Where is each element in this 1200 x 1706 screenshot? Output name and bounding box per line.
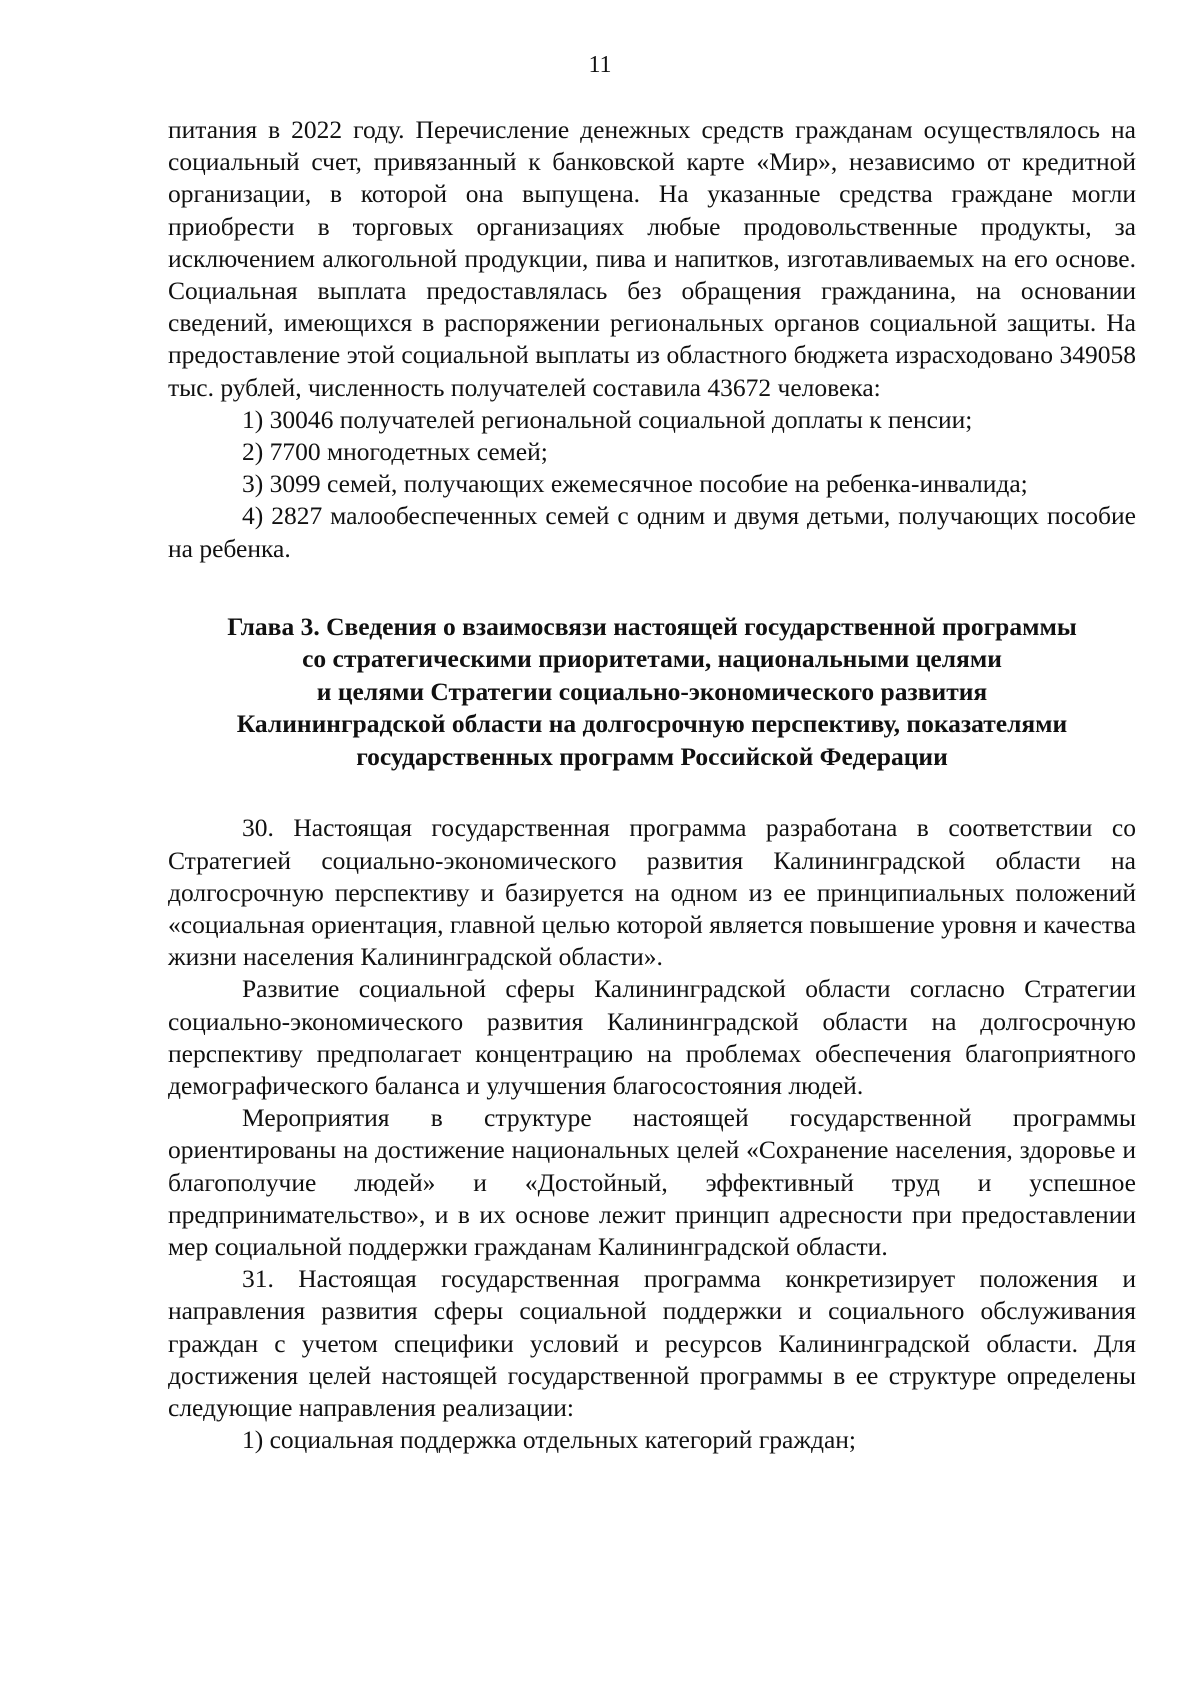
list-item-4: 4) 2827 малообеспеченных семей с одним и двумя детьми, получающих пособие на ребенка.: [168, 501, 1136, 563]
chapter-title-line-1: Глава 3. Сведения о взаимосвязи настоящей государственной программы: [227, 611, 1077, 641]
list-item-2: 2) 7700 многодетных семей;: [242, 437, 548, 467]
intro-paragraph: питания в 2022 году. Перечисление денежных средств гражданам осуществлялось на социальный счет, привязанный к банковской карте «Мир», независимо от кредитной организации, в которой она выпущена. На указанные средства граждане могли приобрести в торговых организациях любые продовольственные продукты, за исключением алкогольной продукции, пива и напитков, изготавливаемых на его основе. Социальная выплата предоставлялась без обращения гражданина, на основании сведений, имеющихся в распоряжении региональных органов социальной защиты. На предоставление этой социальной выплаты из областного бюджета израсходовано 349058 тыс. рублей, численность получателей составила 43672 человека:: [168, 115, 1136, 402]
paragraph-measures: Мероприятия в структуре настоящей государственной программы ориентированы на достижение национальных целей «Сохранение населения, здоровье и благополучие людей» и «Достойный, эффективный труд и успешное предпринимательство», и в их основе лежит принцип адресности при предоставлении мер социальной поддержки гражданам Калининградской области.: [168, 1103, 1136, 1261]
chapter-title-line-4: Калининградской области на долгосрочную перспективу, показателями: [236, 709, 1068, 739]
chapter-title-line-5: государственных программ Российской Федерации: [356, 741, 948, 771]
list-item-1: 1) 30046 получателей региональной социальной доплаты к пенсии;: [242, 404, 973, 434]
chapter-title-line-3: и целями Стратегии социально-экономического развития: [316, 676, 988, 706]
chapter-title-line-2: со стратегическими приоритетами, национальными целями: [302, 644, 1002, 674]
list-item-3: 3) 3099 семей, получающих ежемесячное пособие на ребенка-инвалида;: [242, 469, 1028, 499]
paragraph-social-sphere: Развитие социальной сферы Калининградской области согласно Стратегии социально-экономического развития Калининградской области на долгосрочную перспективу предполагает концентрацию на проблемах обеспечения благоприятного демографического баланса и улучшения благосостояния людей.: [168, 974, 1136, 1100]
document-body: [168, 114, 1136, 1456]
paragraph-30: 30. Настоящая государственная программа разработана в соответствии со Стратегией социально-экономического развития Калининградской области на долгосрочную перспективу и базируется на одном из ее принципиальных положений «социальная ориентация, главной целью которой является повышение уровня и качества жизни населения Калининградской области».: [168, 813, 1136, 972]
direction-item-1: 1) социальная поддержка отдельных категорий граждан;: [242, 1425, 856, 1455]
paragraph-31: 31. Настоящая государственная программа конкретизирует положения и направления развития сферы социальной поддержки и социального обслуживания граждан с учетом специфики условий и ресурсов Калининградской области. Для достижения целей настоящей государственной программы в ее структуре определены следующие направления реализации:: [168, 1264, 1136, 1422]
chapter-title: [168, 611, 1136, 774]
page-number: 11: [588, 52, 612, 78]
